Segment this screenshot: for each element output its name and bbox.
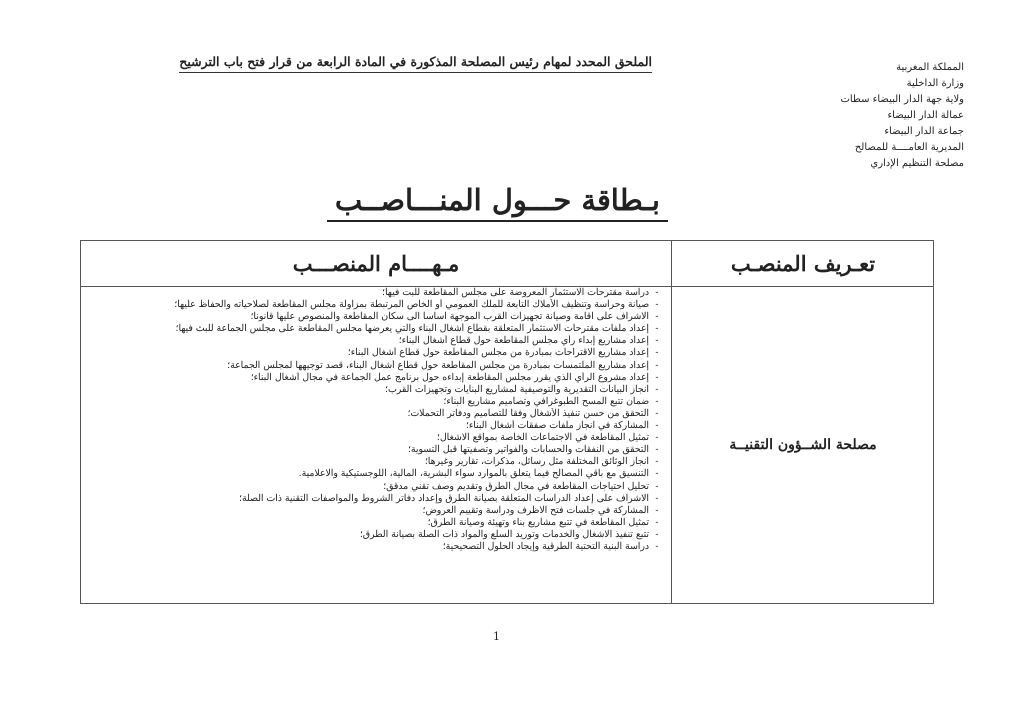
task-text: تمثيل المقاطعة في الاجتماعات الخاصة بمواقع الاشغال؛	[436, 432, 649, 444]
bullet-dash: -	[655, 299, 659, 311]
task-item	[101, 335, 661, 347]
task-text: انجاز الوثائق المختلفة مثل رسائل، مذكرات، تقارير وغيرها؛	[424, 456, 649, 468]
task-item	[101, 311, 661, 323]
bullet-dash: -	[655, 371, 659, 383]
task-text: إعداد مشاريع الاقتراحات بمبادرة من مجلس المقاطعة حول قطاع أشغال البناء؛	[347, 347, 649, 359]
admin-line-wilaya: ولاية جهة الدار البيضاء سطات	[840, 94, 964, 105]
task-item	[101, 456, 661, 468]
task-item	[101, 529, 661, 541]
bullet-dash: -	[655, 444, 659, 456]
bullet-dash: -	[655, 383, 659, 395]
task-text: دراسة مقترحات الاستثمار المعروضة على مجلس المقاطعة للبت فيها؛	[382, 287, 649, 298]
bullet-dash: -	[655, 420, 659, 432]
task-text: إعداد مشاريع إبداء رأي مجلس المقاطعة حول قطاع أشغال البناء؛	[398, 335, 649, 347]
admin-line-directorate: المديرية العامــــة للمصالح	[854, 142, 964, 153]
task-item	[101, 444, 661, 456]
bullet-dash: -	[655, 516, 659, 528]
header-position-definition: تعـريف المنصـب	[730, 251, 876, 276]
bullet-dash: -	[655, 432, 659, 444]
bullet-dash: -	[655, 395, 659, 407]
task-item	[101, 360, 661, 372]
task-text: صيانة وحراسة وتنظيف الأملاك التابعة للملك العمومي أو الخاص المرتبطة بمزاولة مجلس المقاطعة لصلاحياته والحفاظ عليها؛	[174, 299, 649, 311]
task-item	[101, 299, 661, 311]
task-item	[101, 287, 661, 299]
task-text: تحليل احتياجات المقاطعة في مجال الطرق وتقديم وصف تقني مدقق؛	[383, 480, 649, 492]
task-item	[101, 517, 661, 529]
task-text: الاشراف على اقامة وصيانة تجهيزات القرب الموجهة اساسا الى سكان المقاطعة والمنصوص عليها قانونا؛	[250, 311, 649, 323]
bullet-dash: -	[655, 528, 659, 540]
task-text: انجاز البيانات التقديرية والتوصيفية لمشاريع البنايات وتجهيزات القرب؛	[385, 383, 649, 395]
task-item	[101, 541, 661, 553]
task-item	[101, 384, 661, 396]
task-item	[101, 347, 661, 359]
bullet-dash: -	[655, 407, 659, 419]
task-item	[101, 493, 661, 505]
task-item	[101, 372, 661, 384]
bullet-dash: -	[655, 468, 659, 480]
task-item	[101, 396, 661, 408]
task-item	[101, 505, 661, 517]
admin-line-kingdom: المملكة المغربية	[896, 62, 964, 73]
bullet-dash: -	[655, 335, 659, 347]
bullet-dash: -	[655, 480, 659, 492]
bullet-dash: -	[655, 504, 659, 516]
task-item	[101, 408, 661, 420]
bullet-dash: -	[655, 492, 659, 504]
task-text: المشاركة في انجاز ملفات صفقات أشغال البناء؛	[465, 420, 649, 432]
task-item	[101, 323, 661, 335]
bullet-dash: -	[655, 323, 659, 335]
task-text: التنسيق مع باقي المصالح فيما يتعلق بالموارد سواء البشرية، المالية، اللوجستيكية والاعلامية.	[298, 468, 649, 480]
task-item	[101, 468, 661, 480]
task-text: إعداد مشروع الرأي الذي يقرر مجلس المقاطعة إبداءه حول برنامج عمل الجماعة في مجال أشغال البناء؛	[250, 371, 649, 383]
task-item	[101, 420, 661, 432]
bullet-dash: -	[655, 359, 659, 371]
admin-line-ministry: وزارة الداخلية	[906, 78, 964, 89]
bullet-dash: -	[655, 347, 659, 359]
admin-line-commune: جماعة الدار البيضاء	[884, 126, 964, 137]
task-text: إعداد ملفات مقترحات الاستثمار المتعلقة بقطاع أشغال البناء والتي يعرضها مجلس المقاطعة على مجلس الجماعة للبث فيها؛	[175, 323, 649, 335]
task-text: المشاركة في جلسات فتح الاظرف ودراسة وتقييم العروض؛	[422, 504, 649, 516]
bullet-dash: -	[655, 540, 659, 552]
card-title: بـطاقة حـــول المنـــاصــب	[327, 182, 668, 222]
bullet-dash: -	[655, 456, 659, 468]
administrative-header	[799, 60, 964, 172]
task-text: التحقق من حسن تنفيذ الأشغال وفقا للتصاميم ودفاتر التحملات؛	[407, 407, 649, 419]
admin-line-prefecture: عمالة الدار البيضاء	[887, 110, 964, 121]
bullet-dash: -	[655, 287, 659, 298]
task-text: التحقق من النفقات والحسابات والفواتير وتصفيتها قبل التسوية؛	[407, 444, 649, 456]
annex-title: الملحق المحدد لمهام رئيس المصلحة المذكورة في المادة الرابعة من قرار فتح باب الترشيح	[179, 54, 652, 73]
page-number: 1	[493, 630, 500, 643]
header-position-tasks: مـهــــام المنصـــب	[292, 251, 460, 276]
task-text: تمثيل المقاطعة في تتبع مشاريع بناء وتهيئة وصيانة الطرق؛	[427, 516, 649, 528]
bullet-dash: -	[655, 311, 659, 323]
unit-name-cell: مصلحة الشــؤون التقنيــة	[729, 437, 877, 453]
task-text: الاشراف على إعداد الدراسات المتعلقة بصيانة الطرق وإعداد دفاتر الشروط والمواصفات التقنية ذات الصلة؛	[238, 492, 649, 504]
task-item	[101, 432, 661, 444]
admin-line-service: مصلحة التنظيم الإداري	[870, 158, 964, 169]
positions-table	[80, 240, 934, 604]
task-text: ضمان تتبع المسح الطبوغرافي وتصاميم مشاريع البناء؛	[443, 395, 649, 407]
task-text: دراسة البنية التحتية الطرقية وإيجاد الحلول التصحيحية؛	[442, 540, 649, 552]
task-text: تتبع تنفيذ الاشغال والخدمات وتوريد السلع والمواد ذات الصلة بصيانة الطرق؛	[359, 528, 649, 540]
task-item	[101, 481, 661, 493]
task-text: إعداد مشاريع الملتمسات بمبادرة من مجلس المقاطعة حول قطاع أشغال البناء، قصد توجيهها لمجلس الجماعة؛	[227, 359, 649, 371]
tasks-list	[101, 287, 661, 603]
